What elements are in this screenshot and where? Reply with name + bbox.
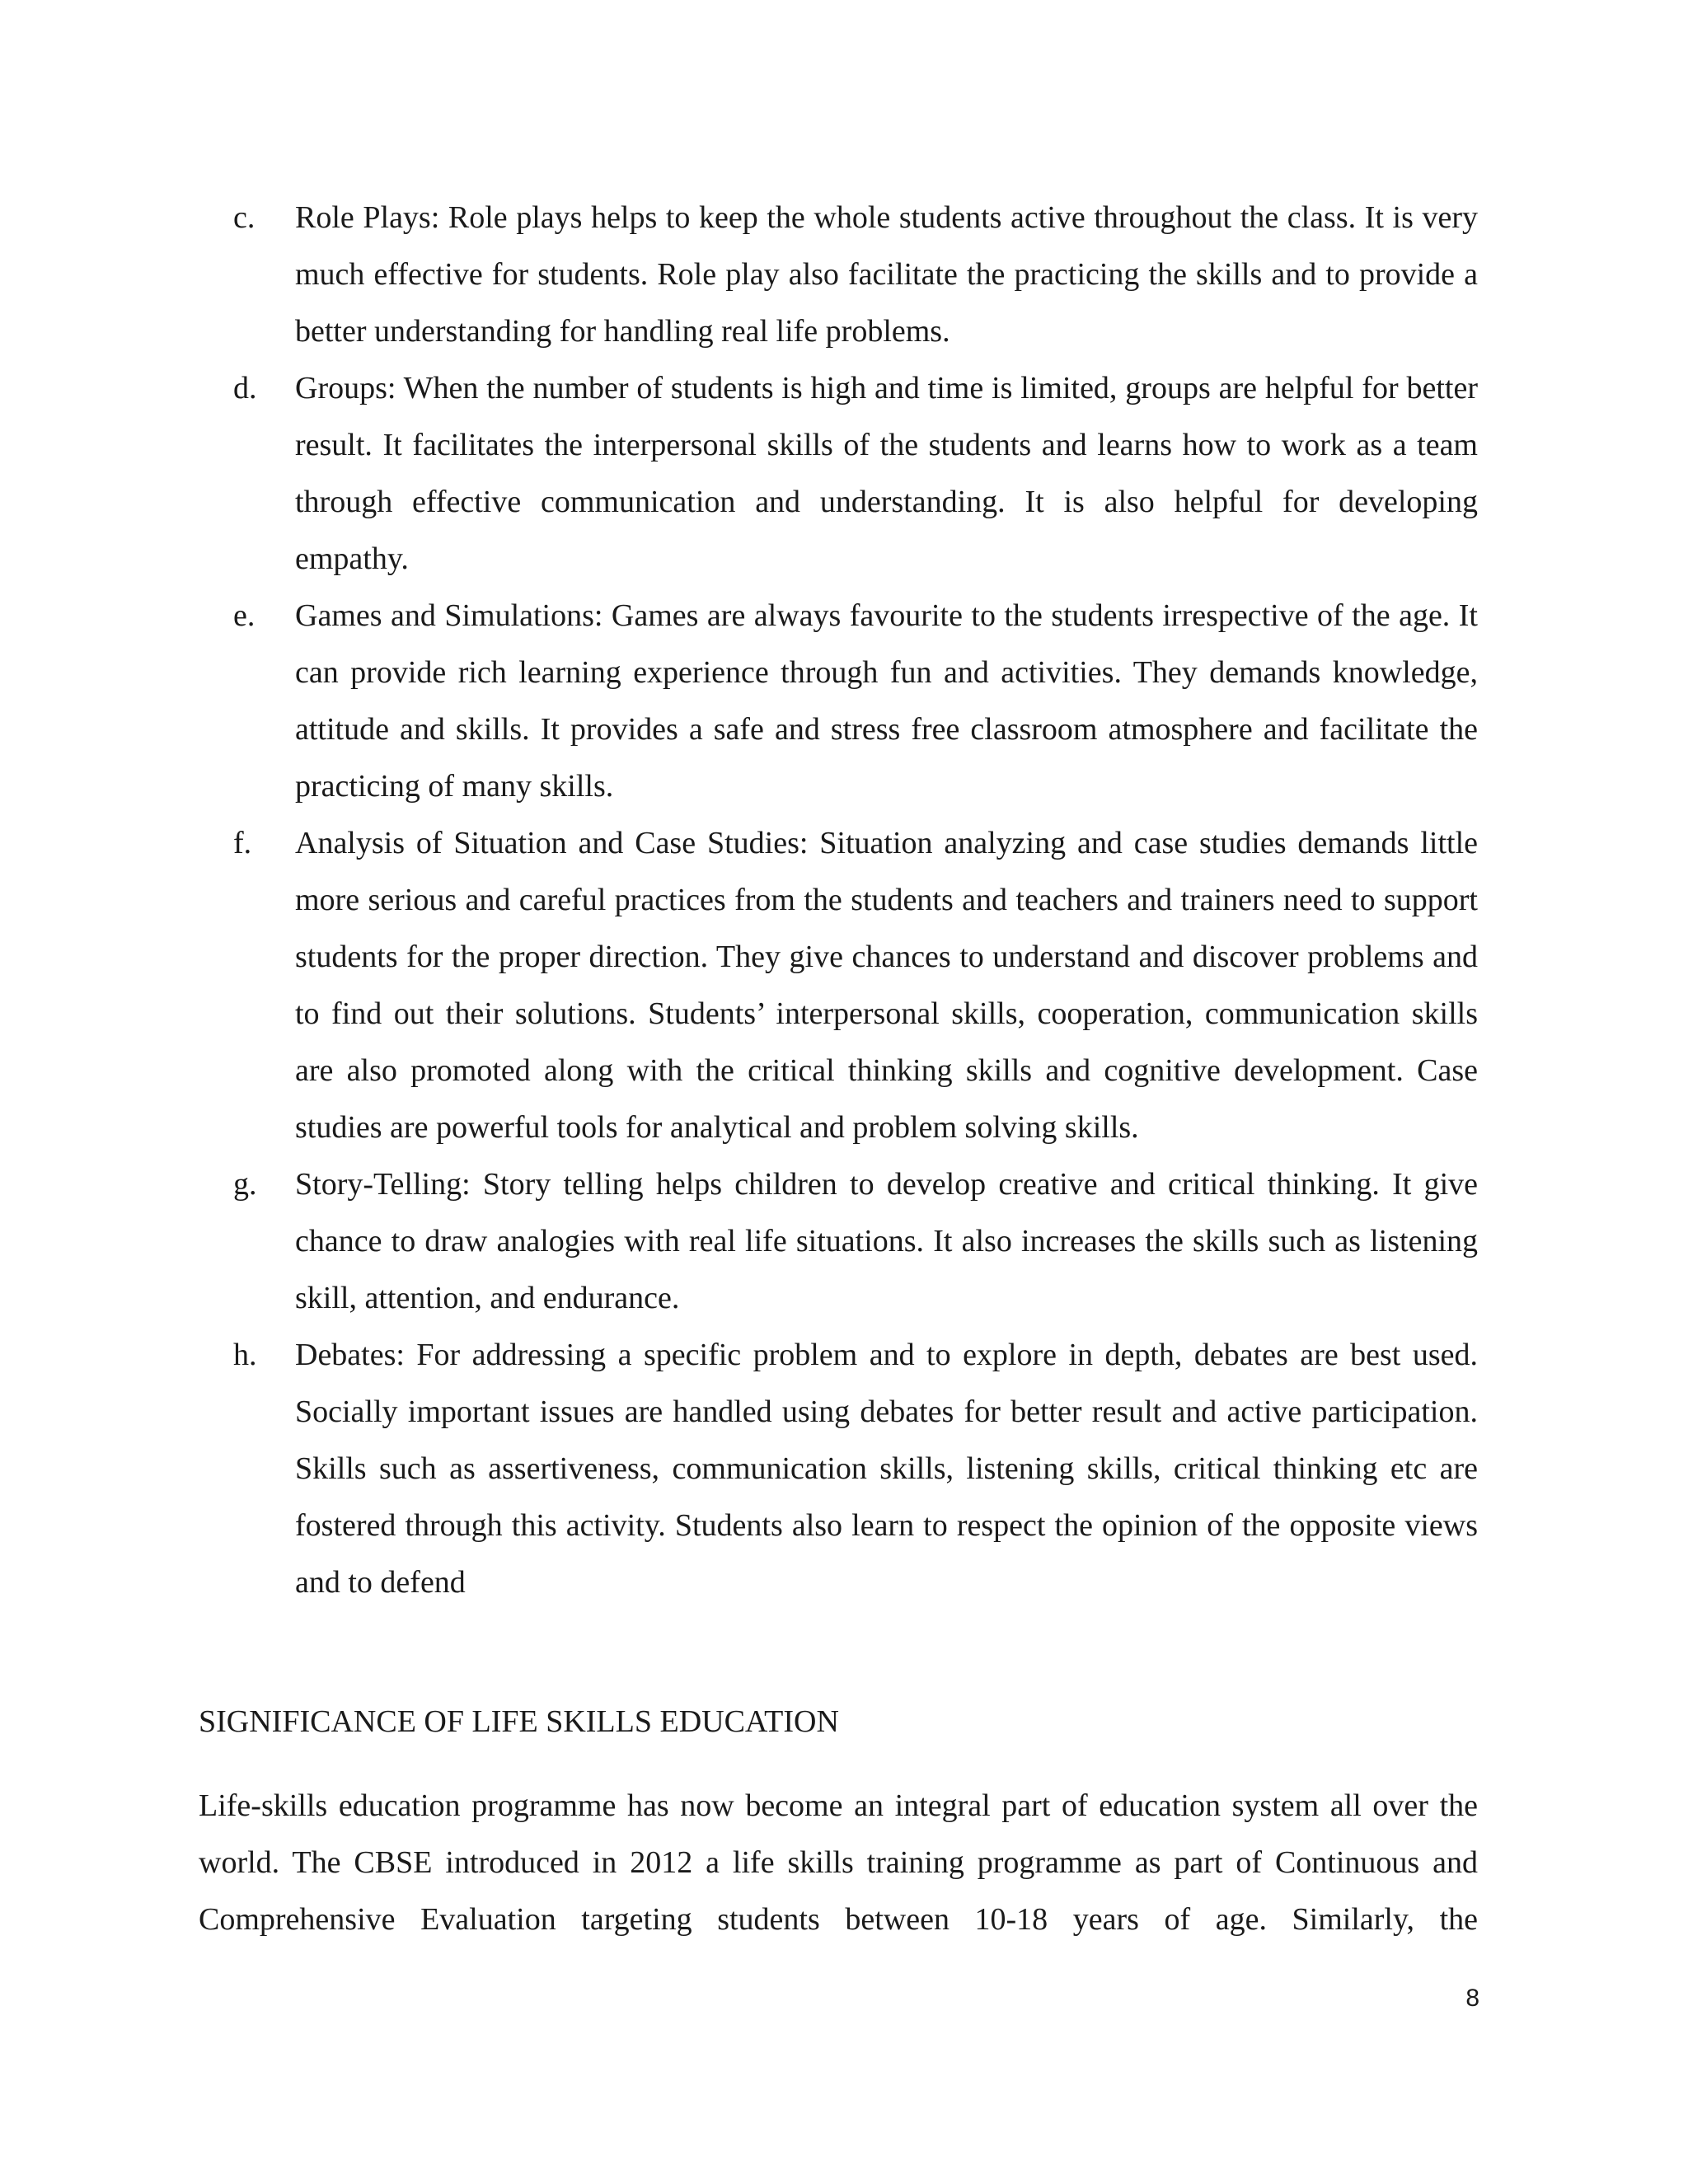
list-item [233,360,1478,588]
list-item [233,815,1478,1156]
list-item [233,190,1478,360]
list-item [233,588,1478,815]
list-marker: h. [233,1338,257,1372]
list-item-text: Role Plays: Role plays helps to keep the whole students active throughout the class. It is very much effective for students. Role play also facilitate the practicing the skills and to provide a better understanding for handling real life problems. [295,200,1478,349]
list-item-text: Debates: For addressing a specific problem and to explore in depth, debates are best used. Socially important issues are handled using debates for better result and active participation. Skills such as assertiveness, communication skills, listening skills, critical thinking etc are fostered through this activity. Students also learn to respect the opinion of the opposite views and to defend [295,1338,1478,1600]
section-heading: SIGNIFICANCE OF LIFE SKILLS EDUCATION [199,1704,839,1739]
list-marker: e. [233,598,256,633]
list-marker: d. [233,371,257,405]
list-marker: c. [233,200,256,235]
list-marker: f. [233,826,252,860]
list-marker: g. [233,1167,257,1202]
page-number: 8 [1465,1985,1479,2012]
list-item-text: Analysis of Situation and Case Studies: Situation analyzing and case studies demands little more serious and careful practices from the students and teachers and trainers need to support students for the proper direction. They give chances to understand and discover problems and to find out their solutions. Students’ interpersonal skills, cooperation, communication skills are also promoted along with the critical thinking skills and cognitive development. Case studies are powerful tools for analytical and problem solving skills. [295,826,1478,1145]
body-paragraph: Life-skills education programme has now become an integral part of education system all over the world. The CBSE introduced in 2012 a life skills training programme as part of Continuous and Comprehensive Evaluation targeting students between 10-18 years of age. Similarly, the [199,1788,1478,1937]
list-item-text: Groups: When the number of students is high and time is limited, groups are helpful for better result. It facilitates the interpersonal skills of the students and learns how to work as a team through effective communication and understanding. It is also helpful for developing empathy. [295,371,1478,576]
list-item [233,1156,1478,1327]
list-item-text: Story-Telling: Story telling helps children to develop creative and critical thinking. It give chance to draw analogies with real life situations. It also increases the skills such as listening skill, attention, and endurance. [295,1167,1478,1315]
list-item-text: Games and Simulations: Games are always favourite to the students irrespective of the age. It can provide rich learning experience through fun and activities. They demands knowledge, attitude and skills. It provides a safe and stress free classroom atmosphere and facilitate the practicing of many skills. [295,598,1478,804]
life-skills-methods-list [233,190,1478,1611]
list-item [233,1327,1478,1611]
